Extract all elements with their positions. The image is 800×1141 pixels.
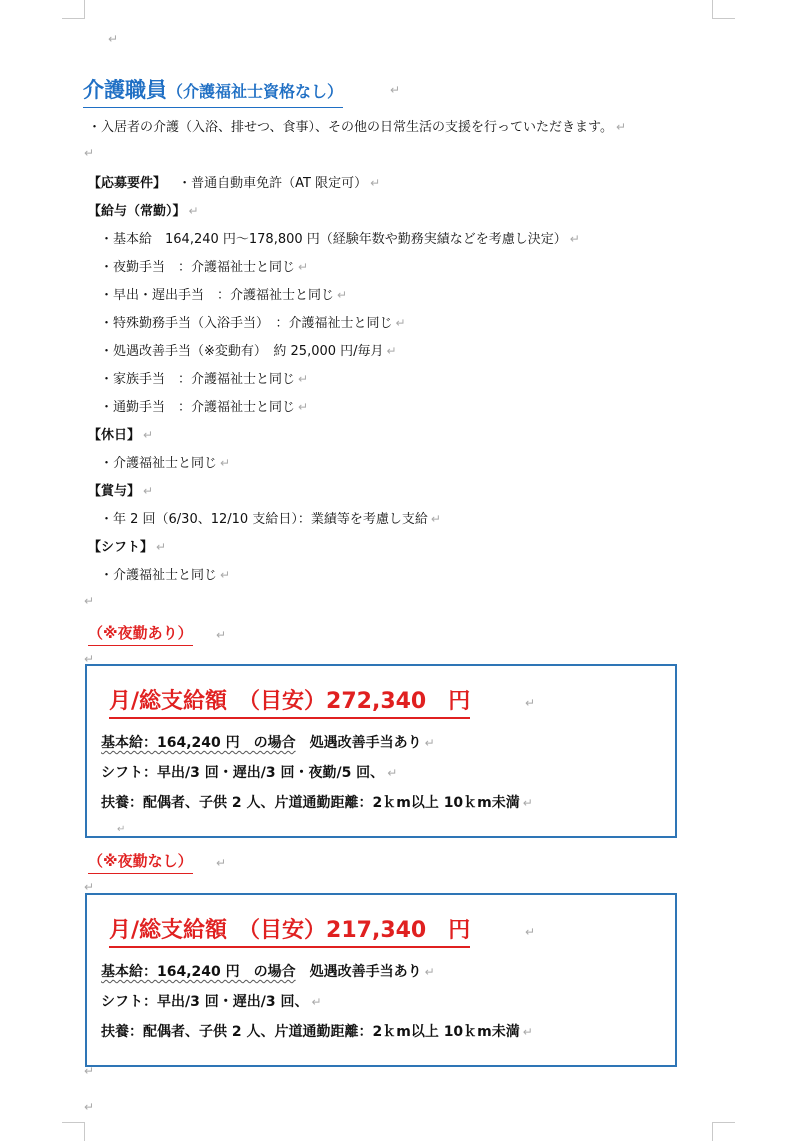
paragraph-mark: ↵	[84, 652, 95, 666]
salary-item	[100, 370, 308, 389]
salary-item	[100, 314, 406, 333]
paragraph-mark: ↵	[108, 32, 119, 46]
salary-item-text: ・処遇改善手当（※変動有） 約 25,000 円/毎月	[100, 344, 384, 359]
salary-heading-text: 【給与（常勤）】	[88, 204, 186, 219]
paragraph-mark: ↵	[84, 880, 95, 894]
paragraph-mark: ↵	[84, 1064, 95, 1078]
base-salary-rest: 処遇改善手当あり	[295, 964, 422, 980]
paragraph-mark: ↵	[298, 372, 309, 386]
title-sub: （介護福祉士資格なし）	[167, 82, 344, 101]
paragraph-mark: ↵	[386, 344, 397, 358]
paragraph-mark: ↵	[395, 316, 406, 330]
salary-example-box-without-night	[85, 893, 677, 1067]
total-pay-text: 月/総支給額 （目安）272,340 円	[109, 689, 471, 714]
shift-item-text: ・介護福祉士と同じ	[100, 568, 218, 583]
holidays-item-text: ・介護福祉士と同じ	[100, 456, 218, 471]
salary-item-text: ・夜勤手当 ：介護福祉士と同じ	[100, 260, 296, 275]
dependents-line-text: 扶養：配偶者、子供 2 人、片道通勤距離：2ｋm以上 10ｋm未満	[101, 1024, 520, 1040]
salary-item-text: ・特殊勤務手当（入浴手当） ：介護福祉士と同じ	[100, 316, 393, 331]
paragraph-mark: ↵	[522, 1025, 533, 1039]
paragraph-mark: ↵	[143, 484, 154, 498]
intro-text	[88, 118, 626, 137]
bonus-heading	[88, 482, 153, 501]
dependents-line	[101, 1023, 533, 1041]
paragraph-mark: ↵	[298, 260, 309, 274]
salary-item-text: ・通勤手当 ：介護福祉士と同じ	[100, 400, 296, 415]
paragraph-mark: ↵	[311, 995, 322, 1009]
page-title	[83, 74, 343, 108]
dependents-line	[101, 794, 533, 812]
holidays-item	[100, 454, 230, 473]
paragraph-mark: ↵	[522, 796, 533, 810]
shift-item	[100, 566, 230, 585]
crop-mark-top-left	[62, 0, 85, 19]
paragraph-mark: ↵	[220, 568, 231, 582]
paragraph-mark: ↵	[424, 736, 435, 750]
salary-item	[100, 342, 397, 361]
crop-mark-bottom-left	[62, 1122, 85, 1141]
total-pay-without-night	[109, 913, 470, 948]
holidays-heading-text: 【休日】	[88, 428, 141, 443]
salary-example-box-with-night	[85, 664, 677, 838]
salary-item	[100, 258, 308, 277]
salary-item-text: ・基本給 164,240 円～178,800 円（経験年数や勤務実績などを考慮し決定）	[100, 232, 567, 247]
title-main: 介護職員	[83, 78, 167, 102]
salary-item-text: ・早出・遅出手当 ：介護福祉士と同じ	[100, 288, 335, 303]
base-salary-line	[101, 963, 435, 981]
salary-heading	[88, 202, 199, 221]
example-with-night-heading	[88, 622, 193, 646]
bonus-heading-text: 【賞与】	[88, 484, 141, 499]
crop-mark-top-right	[712, 0, 735, 19]
crop-mark-bottom-right	[712, 1122, 735, 1141]
requirements-row	[88, 174, 380, 193]
paragraph-mark: ↵	[615, 120, 627, 134]
bonus-item	[100, 510, 441, 529]
example-without-night-heading	[88, 850, 193, 874]
paragraph-mark: ↵	[216, 628, 227, 642]
example-without-night-heading-text: （※夜勤なし）	[88, 852, 193, 870]
shift-line-text: シフト：早出/3 回・遅出/3 回・夜勤/5 回、	[101, 765, 385, 781]
holidays-heading	[88, 426, 153, 445]
salary-item	[100, 286, 347, 305]
paragraph-mark: ↵	[143, 428, 154, 442]
paragraph-mark: ↵	[390, 83, 401, 97]
paragraph-mark: ↵	[84, 594, 95, 608]
paragraph-mark: ↵	[84, 1100, 95, 1114]
paragraph-mark: ↵	[117, 824, 126, 835]
total-pay-text: 月/総支給額 （目安）217,340 円	[109, 918, 471, 943]
paragraph-mark: ↵	[188, 204, 199, 218]
base-salary-underlined: 基本給：164,240 円 の場合	[101, 735, 296, 751]
base-salary-line	[101, 734, 435, 752]
intro-text-content: ・入居者の介護（入浴、排せつ、食事）、その他の日常生活の支援を行っていただきます。	[88, 120, 613, 135]
shift-line	[101, 764, 397, 782]
salary-item	[100, 230, 580, 249]
example-with-night-heading-text: （※夜勤あり）	[88, 624, 193, 642]
dependents-line-text: 扶養：配偶者、子供 2 人、片道通勤距離：2ｋm以上 10ｋm未満	[101, 795, 520, 811]
requirements-label: 【応募要件】	[88, 176, 167, 191]
total-pay-with-night	[109, 684, 470, 719]
paragraph-mark: ↵	[525, 925, 536, 939]
shift-line	[101, 993, 322, 1011]
paragraph-mark: ↵	[156, 540, 167, 554]
shift-heading	[88, 538, 166, 557]
paragraph-mark: ↵	[337, 288, 348, 302]
paragraph-mark: ↵	[216, 856, 227, 870]
salary-item	[100, 398, 308, 417]
shift-heading-text: 【シフト】	[88, 540, 154, 555]
paragraph-mark: ↵	[525, 696, 536, 710]
paragraph-mark: ↵	[84, 146, 95, 160]
paragraph-mark: ↵	[387, 766, 398, 780]
paragraph-mark: ↵	[430, 512, 441, 526]
paragraph-mark: ↵	[424, 965, 435, 979]
paragraph-mark: ↵	[298, 400, 309, 414]
paragraph-mark: ↵	[569, 232, 580, 246]
base-salary-underlined: 基本給：164,240 円 の場合	[101, 964, 296, 980]
requirements-value: ・普通自動車免許（AT 限定可）	[178, 176, 368, 191]
bonus-item-text: ・年 2 回（6/30、12/10 支給日）：業績等を考慮し支給	[100, 512, 428, 527]
salary-item-text: ・家族手当 ：介護福祉士と同じ	[100, 372, 296, 387]
paragraph-mark: ↵	[370, 176, 381, 190]
paragraph-mark: ↵	[220, 456, 231, 470]
base-salary-rest: 処遇改善手当あり	[295, 735, 422, 751]
shift-line-text: シフト：早出/3 回・遅出/3 回、	[101, 994, 309, 1010]
